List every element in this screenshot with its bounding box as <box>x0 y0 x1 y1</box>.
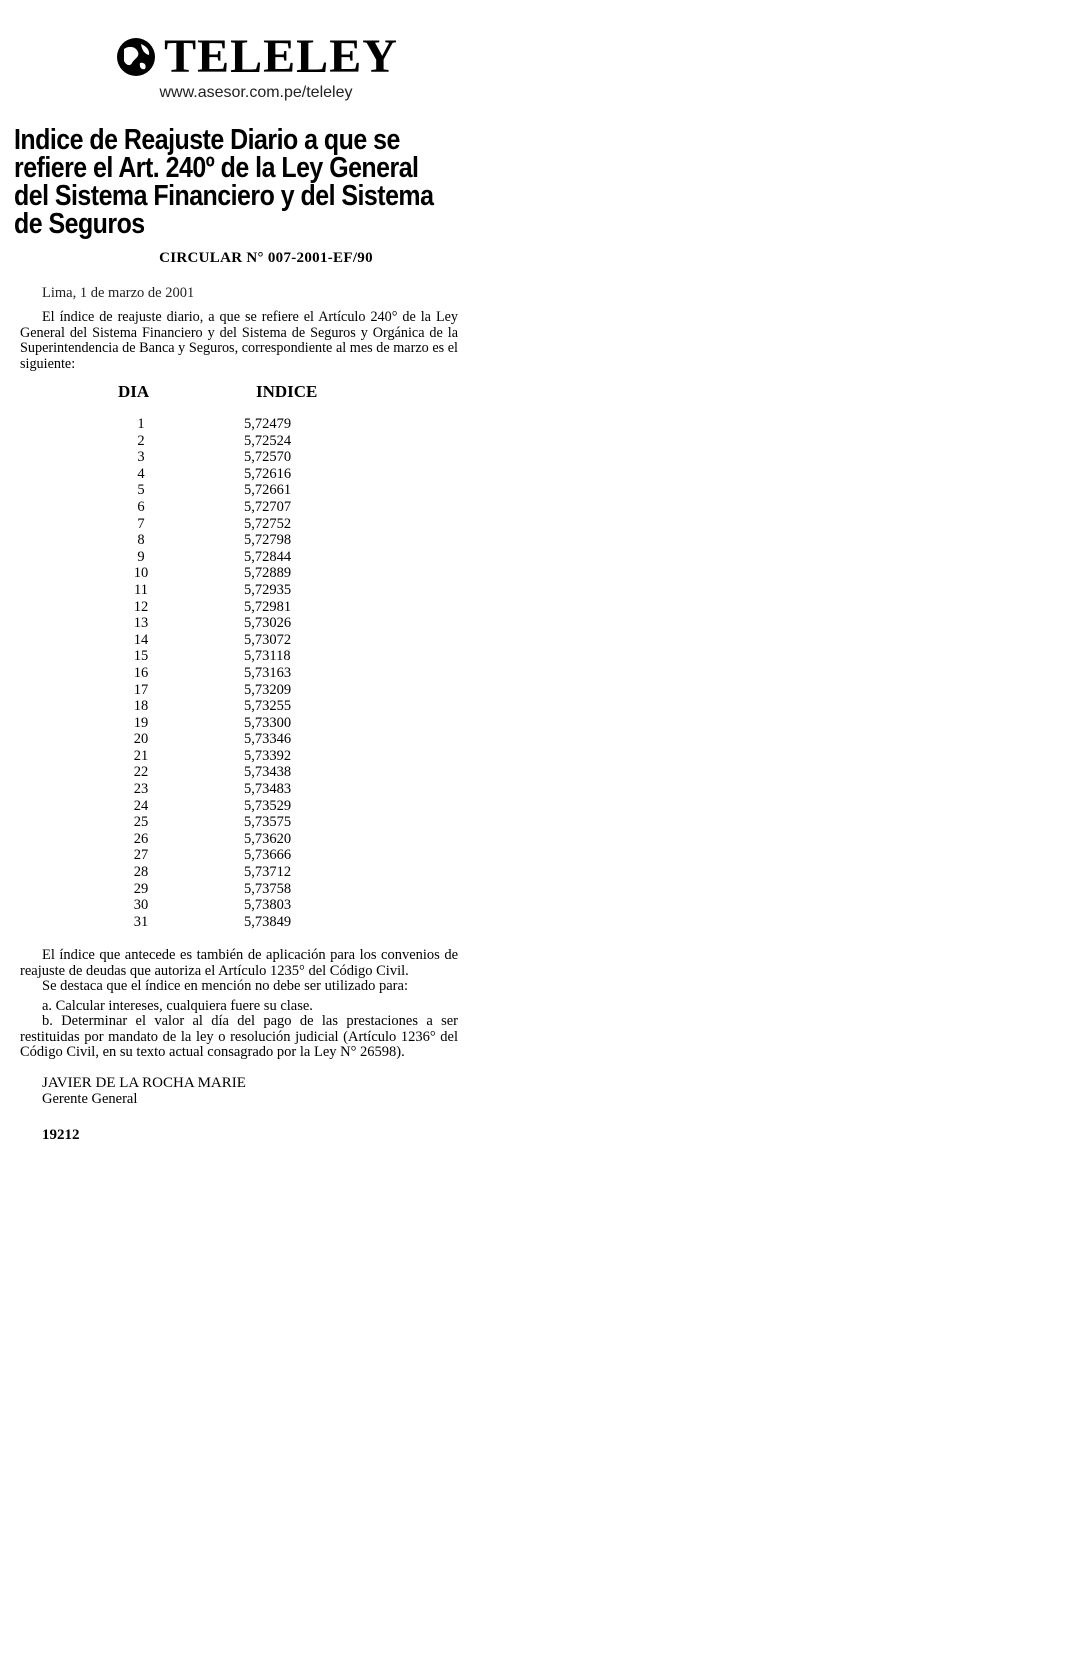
table-row <box>118 532 458 549</box>
row-spacer <box>164 847 244 864</box>
row-day: 2 <box>137 432 145 449</box>
row-index: 5,72844 <box>244 548 292 565</box>
row-spacer <box>164 648 244 665</box>
row-index: 5,73438 <box>244 764 292 781</box>
row-spacer <box>164 764 244 781</box>
row-day: 5 <box>137 482 145 499</box>
row-day: 21 <box>133 747 149 764</box>
row-spacer <box>164 781 244 798</box>
row-day: 4 <box>137 465 145 482</box>
row-index: 5,73300 <box>244 714 292 731</box>
row-index: 5,73026 <box>244 615 292 632</box>
row-index: 5,72616 <box>244 465 292 482</box>
row-index: 5,73758 <box>244 880 292 897</box>
table-row <box>118 847 458 864</box>
row-index: 5,73209 <box>244 681 292 698</box>
row-day: 14 <box>133 631 149 648</box>
row-spacer <box>164 831 244 848</box>
row-spacer <box>164 565 244 582</box>
dateline: Lima, 1 de marzo de 2001 <box>42 285 195 301</box>
row-spacer <box>164 798 244 815</box>
row-spacer <box>164 632 244 649</box>
table-row <box>118 881 458 898</box>
table-row <box>118 416 458 433</box>
table-row <box>118 682 458 699</box>
row-spacer <box>164 532 244 549</box>
circular-number: CIRCULAR N° 007-2001-EF/90 <box>159 250 373 266</box>
row-day: 11 <box>134 581 148 598</box>
row-day: 28 <box>133 864 149 881</box>
table-row <box>118 914 458 931</box>
table-row <box>118 632 458 649</box>
table-row <box>118 731 458 748</box>
row-spacer <box>164 731 244 748</box>
document-column <box>14 30 458 1144</box>
table-row <box>118 565 458 582</box>
header-day: DIA <box>118 382 150 401</box>
index-table <box>118 382 458 930</box>
row-day: 3 <box>137 449 145 466</box>
row-index: 5,73346 <box>244 731 292 748</box>
header-index: INDICE <box>256 382 318 401</box>
row-day: 15 <box>133 648 149 665</box>
closing-paragraph-2: Se destaca que el índice en mención no debe ser utilizado para: <box>42 978 408 995</box>
row-index: 5,72935 <box>244 581 292 598</box>
row-day: 12 <box>133 598 149 615</box>
row-index: 5,73849 <box>244 913 292 930</box>
brand-url: www.asesor.com.pe/teleley <box>159 84 353 101</box>
table-row <box>118 897 458 914</box>
brand-name: TELELEY <box>164 30 398 83</box>
row-day: 23 <box>133 781 149 798</box>
row-spacer <box>164 914 244 931</box>
table-body <box>118 416 458 930</box>
row-index: 5,72889 <box>244 565 292 582</box>
reference-number: 19212 <box>42 1126 80 1143</box>
row-index: 5,73072 <box>244 631 292 648</box>
table-row <box>118 715 458 732</box>
row-day: 30 <box>133 897 149 914</box>
row-day: 1 <box>137 416 145 432</box>
row-spacer <box>164 416 244 433</box>
table-row <box>118 499 458 516</box>
row-spacer <box>164 897 244 914</box>
table-row <box>118 582 458 599</box>
row-day: 10 <box>133 565 149 582</box>
table-row <box>118 648 458 665</box>
row-index: 5,72479 <box>244 416 292 432</box>
row-spacer <box>164 449 244 466</box>
row-spacer <box>164 582 244 599</box>
row-day: 9 <box>137 548 145 565</box>
table-row <box>118 864 458 881</box>
table-row <box>118 665 458 682</box>
table-row <box>118 516 458 533</box>
row-day: 18 <box>133 698 149 715</box>
row-day: 25 <box>133 814 149 831</box>
globe-icon <box>114 35 158 79</box>
table-row <box>118 831 458 848</box>
row-day: 6 <box>137 498 145 515</box>
intro-paragraph: El índice de reajuste diario, a que se refiere el Artículo 240° de la Ley General del Sistema Financiero y del Sistema de Seguros y Orgánica de la Superintendencia de Banca y Seguros, correspondiente al mes de marzo es el siguiente: <box>20 309 458 372</box>
row-spacer <box>164 698 244 715</box>
row-spacer <box>164 499 244 516</box>
row-index: 5,72981 <box>244 598 292 615</box>
row-index: 5,72798 <box>244 532 292 549</box>
signature-block <box>42 1075 458 1107</box>
row-spacer <box>164 516 244 533</box>
row-day: 22 <box>133 764 149 781</box>
closing-item-b: b. Determinar el valor al día del pago de las prestaciones a ser restituidas por mandato de la ley o resolución judicial (Artículo 1236° del Código Civil, en su texto actual consagrado por la Ley N° 26598). <box>20 1013 458 1061</box>
row-day: 16 <box>133 664 149 681</box>
table-row <box>118 449 458 466</box>
closing-item-a: a. Calcular intereses, cualquiera fuere su clase. <box>42 997 313 1014</box>
row-spacer <box>164 599 244 616</box>
row-day: 31 <box>133 913 149 930</box>
row-spacer <box>164 549 244 566</box>
row-day: 8 <box>137 532 145 549</box>
table-row <box>118 764 458 781</box>
row-spacer <box>164 665 244 682</box>
table-row <box>118 433 458 450</box>
row-index: 5,72570 <box>244 449 292 466</box>
row-spacer <box>164 715 244 732</box>
table-row <box>118 781 458 798</box>
row-spacer <box>164 682 244 699</box>
row-index: 5,72661 <box>244 482 292 499</box>
row-day: 20 <box>133 731 149 748</box>
row-day: 27 <box>133 847 149 864</box>
signatory-name: JAVIER DE LA ROCHA MARIE <box>42 1074 246 1091</box>
row-index: 5,73163 <box>244 664 292 681</box>
row-index: 5,73666 <box>244 847 292 864</box>
row-index: 5,73620 <box>244 830 292 847</box>
brand-header <box>54 30 458 83</box>
row-index: 5,72707 <box>244 498 292 515</box>
row-spacer <box>164 864 244 881</box>
row-day: 17 <box>133 681 149 698</box>
row-index: 5,72752 <box>244 515 292 532</box>
table-row <box>118 748 458 765</box>
row-day: 26 <box>133 830 149 847</box>
table-row <box>118 798 458 815</box>
table-row <box>118 549 458 566</box>
row-spacer <box>164 466 244 483</box>
row-spacer <box>164 482 244 499</box>
row-spacer <box>164 881 244 898</box>
row-index: 5,73529 <box>244 797 292 814</box>
signatory-role: Gerente General <box>42 1090 138 1107</box>
row-spacer <box>164 748 244 765</box>
row-index: 5,73575 <box>244 814 292 831</box>
row-spacer <box>164 433 244 450</box>
row-index: 5,73803 <box>244 897 292 914</box>
row-spacer <box>164 615 244 632</box>
row-index: 5,73255 <box>244 698 292 715</box>
row-day: 19 <box>133 714 149 731</box>
table-row <box>118 466 458 483</box>
table-header <box>118 382 458 416</box>
table-row <box>118 482 458 499</box>
table-row <box>118 615 458 632</box>
row-day: 7 <box>137 515 145 532</box>
row-day: 29 <box>133 880 149 897</box>
row-day: 24 <box>133 797 149 814</box>
row-spacer <box>164 814 244 831</box>
row-index: 5,73483 <box>244 781 292 798</box>
headline: Indice de Reajuste Diario a que se refiere el Art. 240º de la Ley General del Sistema Financiero y del Sistema de Seguros <box>14 124 434 240</box>
table-row <box>118 599 458 616</box>
row-index: 5,73118 <box>244 648 291 665</box>
row-day: 13 <box>133 615 149 632</box>
row-index: 5,72524 <box>244 432 292 449</box>
closing-paragraph-1: El índice que antecede es también de aplicación para los convenios de reajuste de deudas que autoriza el Artículo 1235° del Código Civil. <box>20 947 458 979</box>
row-index: 5,73712 <box>244 864 292 881</box>
closing-text <box>20 948 458 1061</box>
table-row <box>118 698 458 715</box>
table-row <box>118 814 458 831</box>
row-index: 5,73392 <box>244 747 292 764</box>
